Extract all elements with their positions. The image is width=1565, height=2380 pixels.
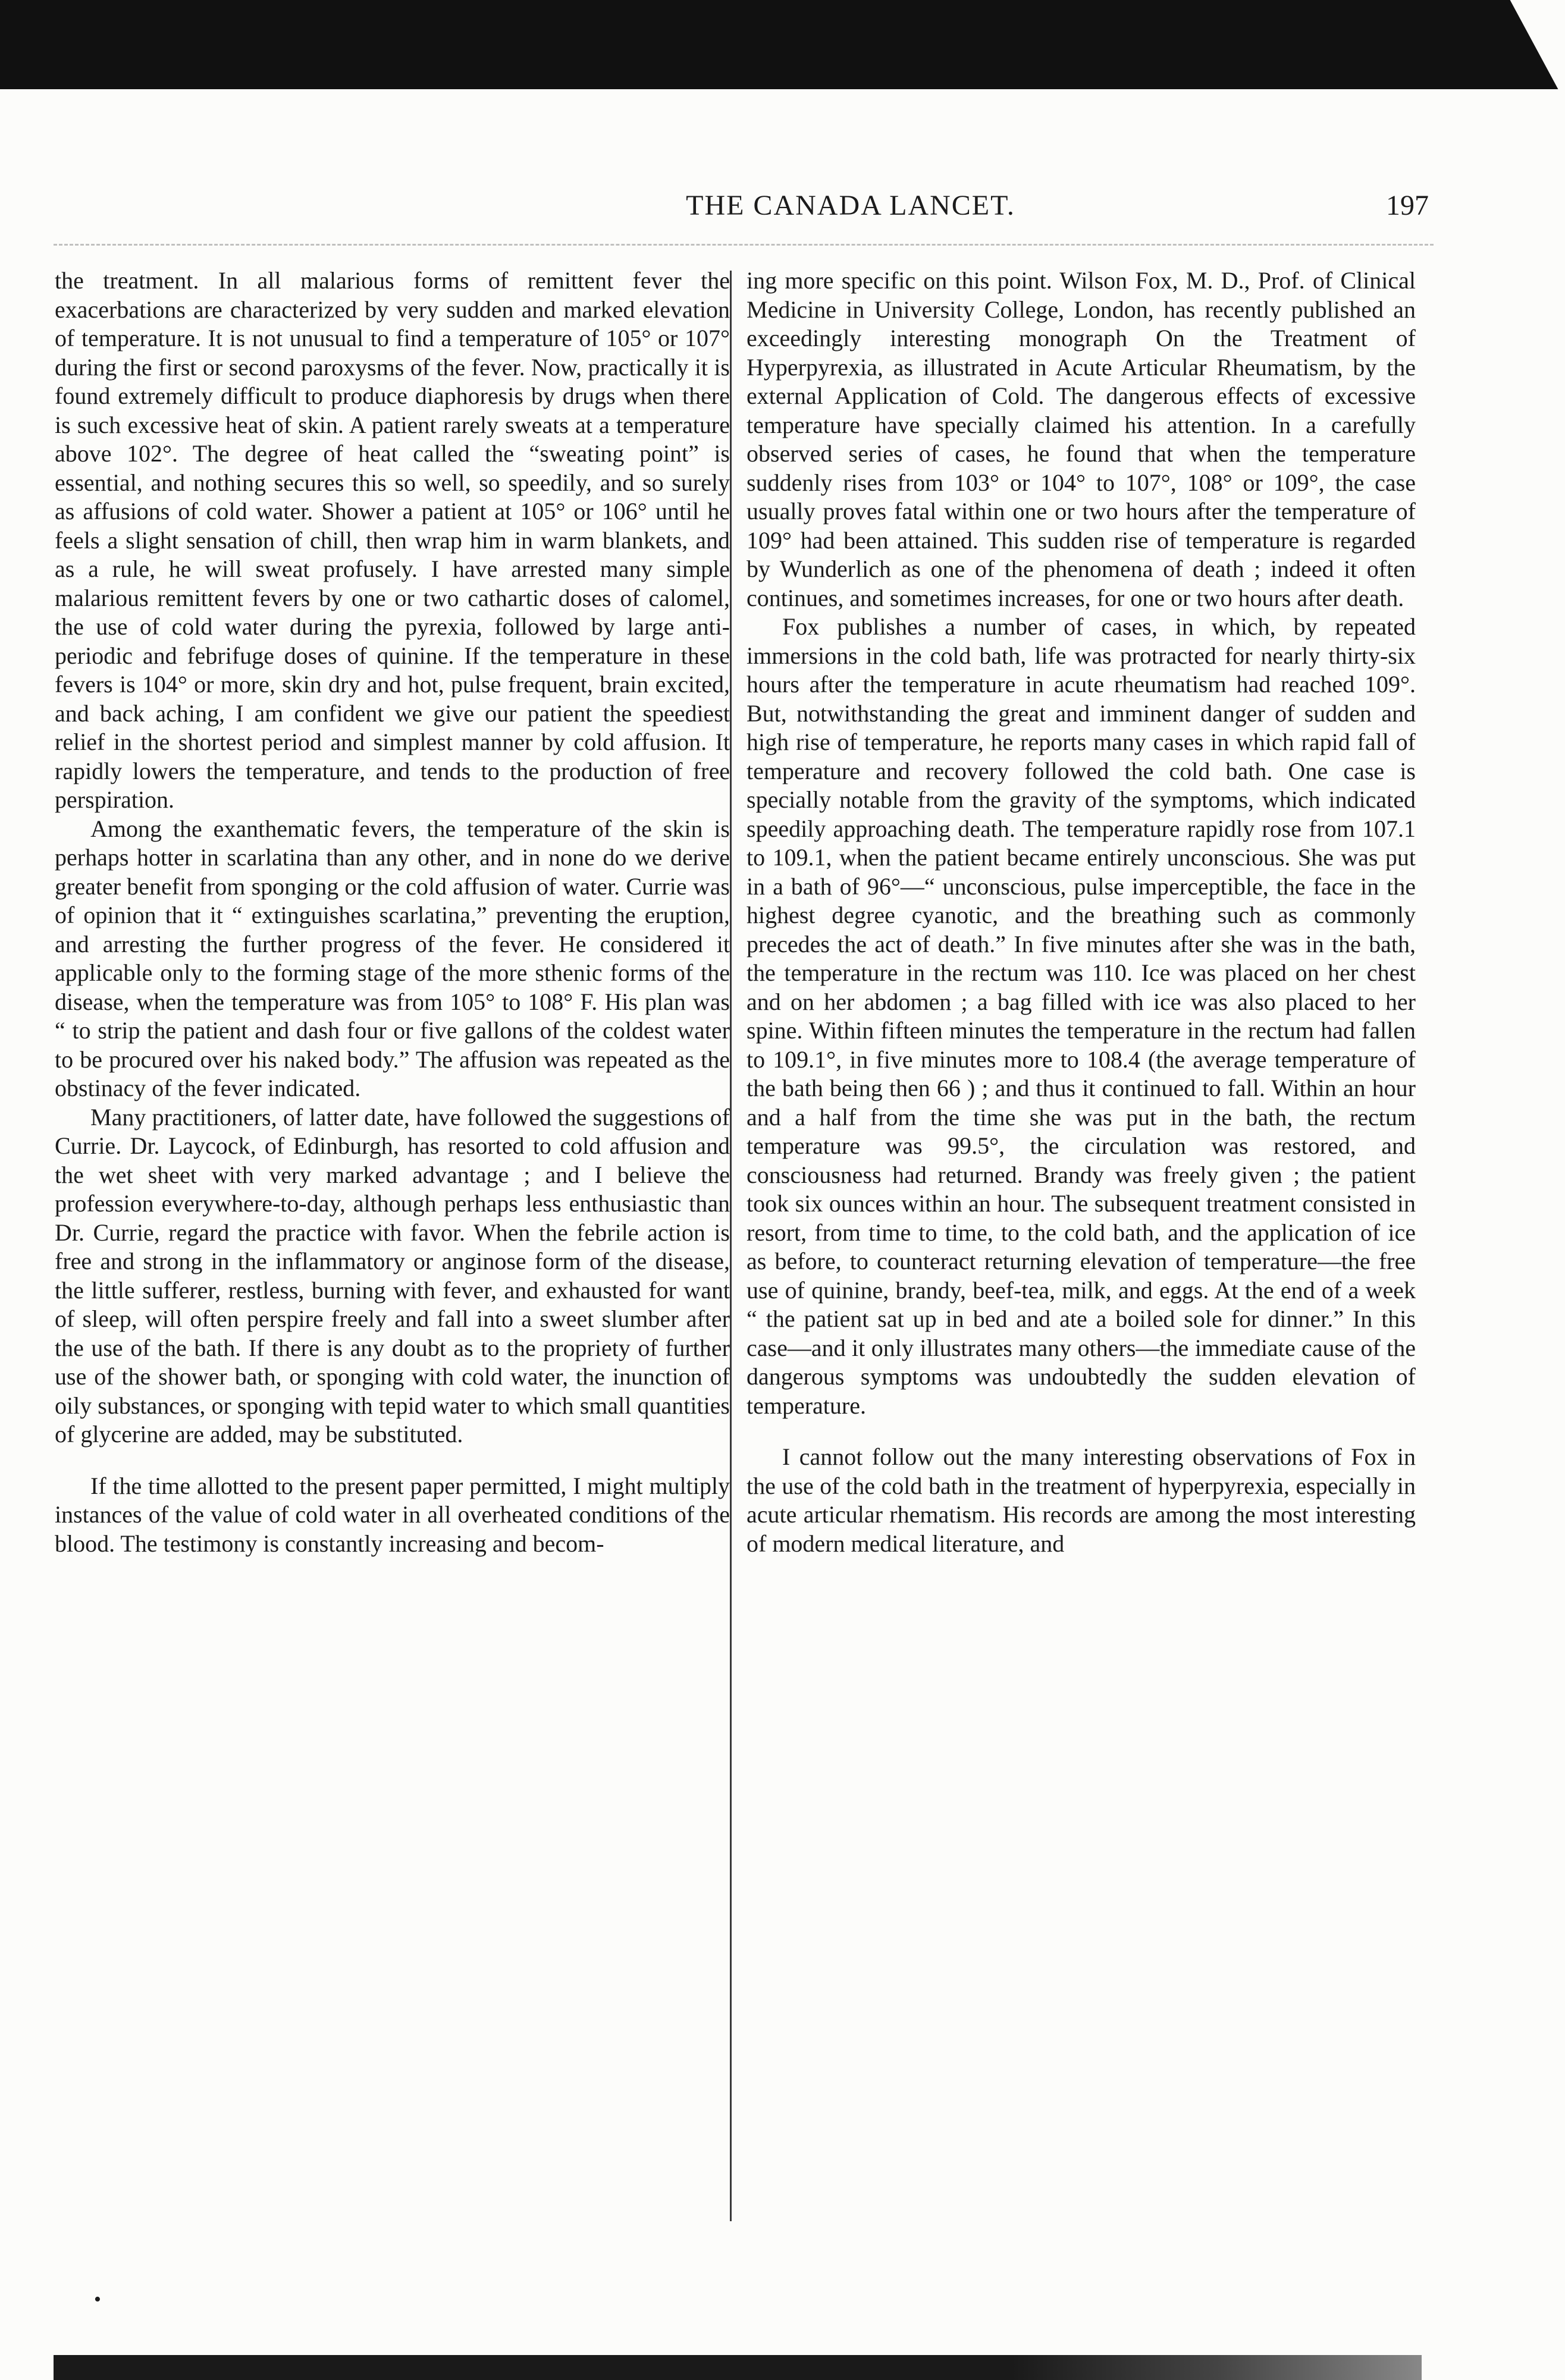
- scan-edge-top: [0, 0, 1565, 89]
- ink-mark: •: [94, 2288, 101, 2310]
- paragraph: Many practitioners, of latter date, have followed the suggestions of Currie. Dr. Laycock, of Edinburgh, has resorted to cold affusion and the wet sheet with very marked advantage ; and I believe the profession everywhere-to-day, although perhaps less enthusiastic than Dr. Currie, regard the practice with favor. When the febrile action is free and strong in the inflammatory or anginose form of the disease, the little sufferer, restless, burning with fever, and exhausted for want of sleep, will often perspire freely and fall into a sweet slumber after the use of the bath. If there is any doubt as to the propriety of further use of the shower bath, or sponging with cold water, the inunction of oily substances, or sponging with tepid water to which small quantities of glycerine are added, may be substituted.: [55, 1103, 730, 1448]
- column-divider: [730, 271, 732, 2221]
- scan-edge-bottom: [54, 2355, 1422, 2380]
- paragraph: the treatment. In all malarious forms of remittent fever the exacerbations are characterized by very sudden and marked elevation of temperature. It is not unusual to find a temperature of 105° or 107° during the first or second paroxysms of the fever. Now, practically it is found extremely difficult to produce diaphoresis by drugs when there is such excessive heat of skin. A patient rarely sweats at a temperature above 102°. The degree of heat called the “sweating point” is essential, and nothing secures this so well, so speedily, and so surely as affusions of cold water. Shower a patient at 105° or 106° until he feels a slight sensation of chill, then wrap him in warm blankets, and as a rule, he will sweat profusely. I have arrested many simple malarious remittent fevers by one or two cathartic doses of calomel, the use of cold water during the pyrexia, followed by large anti-periodic and febrifuge doses of quinine. If the temperature in these fevers is 104° or more, skin dry and hot, pulse frequent, brain excited, and back aching, I am confident we give our patient the speediest relief in the shortest period and simplest manner by cold affusion. It rapidly lowers the temperature, and tends to the production of free perspiration.: [55, 267, 730, 813]
- left-column: [55, 266, 730, 1558]
- paragraph: I cannot follow out the many interesting observations of Fox in the use of the cold bath in the treatment of hyperpyrexia, especially in acute articular rhematism. His records are among the most interesting of modern medical literature, and: [747, 1443, 1416, 1557]
- header-rule: [54, 244, 1434, 246]
- right-column: [747, 266, 1416, 1558]
- page-number: 197: [1386, 190, 1429, 221]
- paragraph: If the time allotted to the present paper permitted, I might multiply instances of the value of cold water in all overheated conditions of the blood. The testimony is constantly increasing and becom-: [55, 1472, 730, 1557]
- paragraph: Fox publishes a number of cases, in which, by repeated immersions in the cold bath, life was protracted for nearly thirty-six hours after the temperature in acute rheumatism had reached 109°. But, notwithstanding the great and imminent danger of sudden and high rise of temperature, he reports many cases in which rapid fall of temperature and recovery followed the cold bath. One case is specially notable from the gravity of the symptoms, which indicated speedily approaching death. The temperature rapidly rose from 107.1 to 109.1, when the patient became entirely unconscious. She was put in a bath of 96°—“ unconscious, pulse imperceptible, the face in the highest degree cyanotic, and the breathing such as commonly precedes the act of death.” In five minutes after she was in the bath, the temperature in the rectum was 110. Ice was placed on her chest and on her abdomen ; a bag filled with ice was also placed to her spine. Within fifteen minutes the temperature in the rectum had fallen to 109.1°, in five minutes more to 108.4 (the average temperature of the bath being then 66 ) ; and thus it continued to fall. Within an hour and a half from the time she was put in the bath, the rectum temperature was 99.5°, the circulation was restored, and consciousness had returned. Brandy was freely given ; the patient took six ounces within an hour. The subsequent treatment consisted in resort, from time to time, to the cold bath, and the application of ice as before, to counteract returning elevation of temperature—the free use of quinine, brandy, beef-tea, milk, and eggs. At the end of a week “ the patient sat up in bed and ate a boiled sole for dinner.” In this case—and it only illustrates many others—the immediate cause of the dangerous symptoms was undoubtedly the sudden elevation of temperature.: [747, 613, 1416, 1419]
- running-title: THE CANADA LANCET.: [686, 190, 1015, 221]
- paragraph: ing more specific on this point. Wilson Fox, M. D., Prof. of Clinical Medicine in University College, London, has recently published an exceedingly interesting monograph On the Treatment of Hyperpyrexia, as illustrated in Acute Articular Rheumatism, by the external Application of Cold. The dangerous effects of excessive temperature have specially claimed his attention. In a carefully observed series of cases, he found that when the temperature suddenly rises from 103° or 104° to 107°, 108° or 109°, the case usually proves fatal within one or two hours after the temperature of 109° had been attained. This sudden rise of temperature is regarded by Wunderlich as one of the phenomena of death ; indeed it often continues, and sometimes increases, for one or two hours after death.: [747, 267, 1416, 611]
- paragraph: Among the exanthematic fevers, the temperature of the skin is perhaps hotter in scarlatina than any other, and in none do we derive greater benefit from sponging or the cold affusion of water. Currie was of opinion that it “ extinguishes scarlatina,” preventing the eruption, and arresting the further progress of the fever. He considered it applicable only to the forming stage of the more sthenic forms of the disease, when the temperature was from 105° to 108° F. His plan was “ to strip the patient and dash four or five gallons of the coldest water to be procured over his naked body.” The affusion was repeated as the obstinacy of the fever indicated.: [55, 815, 730, 1101]
